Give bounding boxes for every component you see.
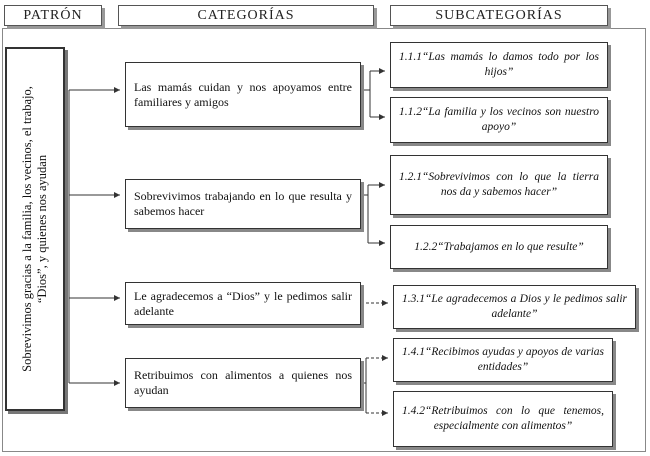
category-box (125, 282, 361, 325)
subcategory-1-1-1-text: 1.1.1“Las mamás lo damos todo por los hijos” (399, 51, 599, 78)
category-box (125, 62, 361, 127)
subcategory-box (390, 97, 608, 143)
patron-text: Sobrevivimos gracias a la familia, los vecinos, el trabajo, “Dios”, y quienes nos ayudan (20, 86, 49, 372)
subcategory-box (393, 338, 613, 382)
subcategory-1-4-1-text: 1.4.1“Recibimos ayudas y apoyos de varias entidades” (402, 346, 604, 373)
subcategory-1-3-1-text: 1.3.1“Le agradecemos a Dios y le pedimos salir adelante” (402, 293, 627, 320)
subcategory-1-1-2-text: 1.1.2“La familia y los vecinos son nuestro apoyo” (399, 106, 599, 133)
category-box (125, 179, 361, 229)
subcategory-1-2-1-text: 1.2.1“Sobrevivimos con lo que la tierra nos da y sabemos hacer” (399, 171, 599, 198)
category-box (125, 358, 361, 408)
subcategory-box (393, 285, 636, 329)
header-categorias-label: CATEGORÍAS (197, 7, 295, 23)
subcategory-1-2-2-text: 1.2.2“Trabajamos en lo que resulte” (414, 240, 584, 253)
category-1-text: Las mamás cuidan y nos apoyamos entre familiares y amigos (134, 79, 352, 109)
header-patron-label: PATRÓN (23, 7, 83, 23)
header-subcategorias-label: SUBCATEGORÍAS (435, 7, 563, 23)
subcategory-box (393, 391, 613, 447)
subcategory-1-4-2-text: 1.4.2“Retribuimos con lo que tenemos, especialmente con alimentos” (402, 405, 604, 432)
subcategory-box (390, 225, 608, 269)
category-4-text: Retribuimos con alimentos a quienes nos ayudan (134, 368, 352, 397)
subcategory-box (390, 42, 608, 88)
category-2-text: Sobrevivimos trabajando en lo que resulta y sabemos hacer (134, 189, 352, 218)
category-3-text: Le agradecemos a “Dios” y le pedimos salir adelante (134, 288, 352, 318)
subcategory-box (390, 155, 608, 215)
patron-box (5, 47, 65, 411)
